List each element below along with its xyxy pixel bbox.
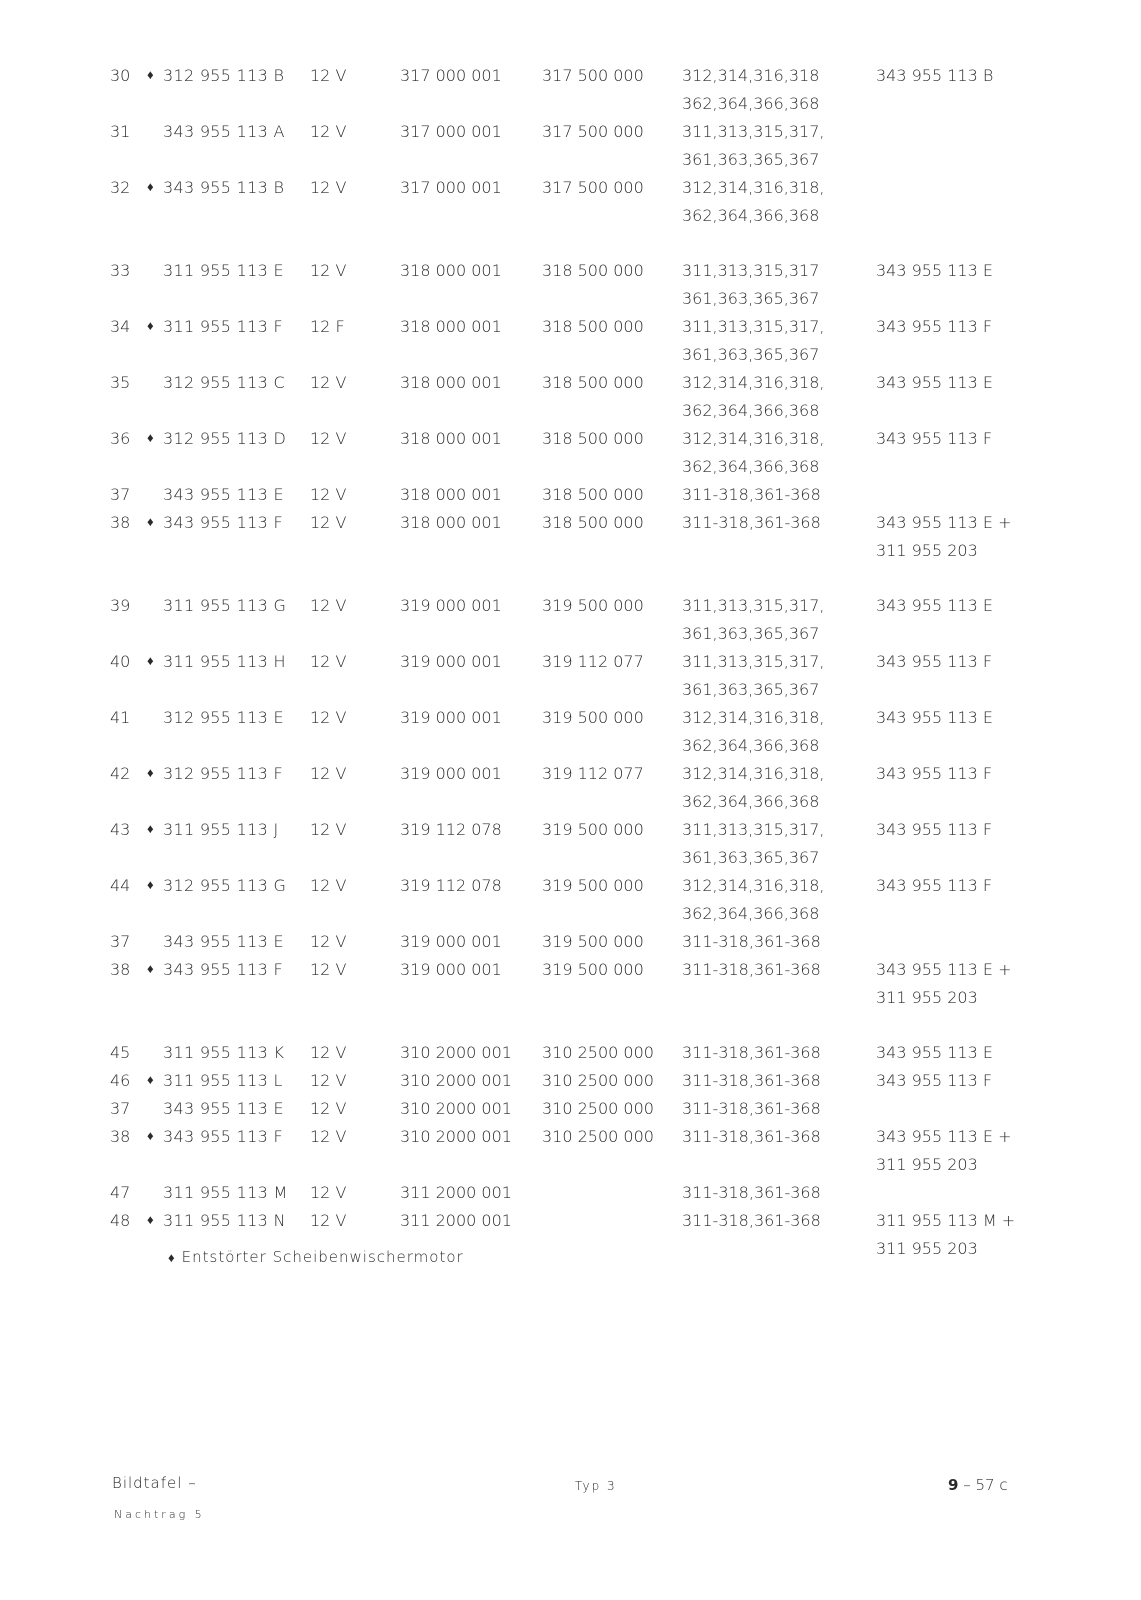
- model-types: 311,313,315,317,: [682, 596, 825, 615]
- model-types: 312,314,316,318,: [682, 178, 825, 197]
- table-row-continuation: [110, 732, 1040, 760]
- part-number: 343 955 113 B: [163, 178, 285, 197]
- part-number: 312 955 113 C: [163, 373, 285, 392]
- chassis-from: 318 000 001: [400, 261, 502, 280]
- position-number: 34: [110, 317, 131, 336]
- table-row: [110, 1207, 1040, 1235]
- part-number: 311 955 113 H: [163, 652, 286, 671]
- model-types: 311-318,361-368: [682, 932, 821, 951]
- position-number: 36: [110, 429, 131, 448]
- position-number: 47: [110, 1183, 131, 1202]
- position-number: 46: [110, 1071, 131, 1090]
- model-types: 361,363,365,367: [682, 150, 820, 169]
- part-number: 311 955 113 K: [163, 1043, 285, 1062]
- part-number: 343 955 113 F: [163, 513, 283, 532]
- table-row: [110, 928, 1040, 956]
- table-row: [110, 369, 1040, 397]
- voltage: 12 V: [310, 178, 347, 197]
- table-row: [110, 592, 1040, 620]
- model-types: 312,314,316,318,: [682, 764, 825, 783]
- model-types: 311,313,315,317,: [682, 122, 825, 141]
- table-row: [110, 1039, 1040, 1067]
- model-types: 311-318,361-368: [682, 1183, 821, 1202]
- voltage: 12 V: [310, 652, 347, 671]
- position-number: 38: [110, 513, 131, 532]
- model-types: 311,313,315,317,: [682, 820, 825, 839]
- model-types: 311-318,361-368: [682, 513, 821, 532]
- replacement-part: 343 955 113 E: [876, 1043, 993, 1062]
- voltage: 12 V: [310, 932, 347, 951]
- chassis-to: 310 2500 000: [542, 1127, 654, 1146]
- diamond-icon: ♦: [147, 431, 154, 446]
- part-number: 312 955 113 F: [163, 764, 283, 783]
- table-row: [110, 816, 1040, 844]
- table-row-continuation: [110, 537, 1040, 565]
- voltage: 12 V: [310, 261, 347, 280]
- chassis-to: 317 500 000: [542, 122, 644, 141]
- voltage: 12 V: [310, 764, 347, 783]
- chassis-from: 310 2000 001: [400, 1127, 512, 1146]
- voltage: 12 V: [310, 1127, 347, 1146]
- table-row-continuation: [110, 788, 1040, 816]
- model-types: 362,364,366,368: [682, 792, 820, 811]
- table-row: [110, 872, 1040, 900]
- model-types: 312,314,316,318,: [682, 876, 825, 895]
- table-row-continuation: [110, 397, 1040, 425]
- model-types: 361,363,365,367: [682, 624, 820, 643]
- footer-plate-label: Bildtafel –: [112, 1474, 197, 1492]
- position-number: 32: [110, 178, 131, 197]
- table-row-continuation: [110, 202, 1040, 230]
- table-row: [110, 956, 1040, 984]
- replacement-part: 311 955 203: [876, 1239, 978, 1258]
- part-number: 311 955 113 L: [163, 1071, 283, 1090]
- model-types: 311-318,361-368: [682, 960, 821, 979]
- chassis-from: 318 000 001: [400, 373, 502, 392]
- model-types: 361,363,365,367: [682, 289, 820, 308]
- diamond-icon: ♦: [147, 766, 154, 781]
- part-number: 343 955 113 F: [163, 960, 283, 979]
- replacement-part: 343 955 113 E: [876, 596, 993, 615]
- replacement-part: 343 955 113 F: [876, 317, 993, 336]
- table-row: [110, 509, 1040, 537]
- position-number: 39: [110, 596, 131, 615]
- chassis-from: 318 000 001: [400, 317, 502, 336]
- footer-group-number: 9: [948, 1476, 959, 1494]
- voltage: 12 V: [310, 1183, 347, 1202]
- table-row: [110, 118, 1040, 146]
- chassis-from: 319 000 001: [400, 932, 502, 951]
- model-types: 362,364,366,368: [682, 904, 820, 923]
- voltage: 12 V: [310, 66, 347, 85]
- replacement-part: 343 955 113 E: [876, 261, 993, 280]
- footnote-text: Entstörter Scheibenwischermotor: [181, 1248, 464, 1266]
- part-number: 343 955 113 A: [163, 122, 285, 141]
- replacement-part: 343 955 113 E: [876, 708, 993, 727]
- chassis-from: 319 000 001: [400, 652, 502, 671]
- chassis-from: 317 000 001: [400, 178, 502, 197]
- table-row-continuation: [110, 620, 1040, 648]
- model-types: 311-318,361-368: [682, 485, 821, 504]
- chassis-from: 318 000 001: [400, 513, 502, 532]
- voltage: 12 F: [310, 317, 345, 336]
- diamond-icon: ♦: [147, 1073, 154, 1088]
- model-types: 361,363,365,367: [682, 345, 820, 364]
- position-number: 43: [110, 820, 131, 839]
- chassis-from: 318 000 001: [400, 429, 502, 448]
- voltage: 12 V: [310, 1043, 347, 1062]
- replacement-part: 343 955 113 F: [876, 429, 993, 448]
- replacement-part: 343 955 113 E: [876, 373, 993, 392]
- chassis-to: 319 500 000: [542, 708, 644, 727]
- table-row: [110, 174, 1040, 202]
- position-number: 42: [110, 764, 131, 783]
- chassis-from: 319 112 078: [400, 876, 502, 895]
- part-number: 311 955 113 N: [163, 1211, 286, 1230]
- chassis-to: 310 2500 000: [542, 1071, 654, 1090]
- table-row: [110, 760, 1040, 788]
- position-number: 48: [110, 1211, 131, 1230]
- position-number: 30: [110, 66, 131, 85]
- table-row: [110, 62, 1040, 90]
- diamond-icon: ♦: [147, 962, 154, 977]
- replacement-part: 343 955 113 E +: [876, 1127, 1012, 1146]
- chassis-from: 319 000 001: [400, 960, 502, 979]
- position-number: 37: [110, 932, 131, 951]
- position-number: 40: [110, 652, 131, 671]
- model-types: 312,314,316,318,: [682, 373, 825, 392]
- voltage: 12 V: [310, 960, 347, 979]
- table-row: [110, 648, 1040, 676]
- replacement-part: 343 955 113 F: [876, 764, 993, 783]
- chassis-to: 318 500 000: [542, 317, 644, 336]
- part-number: 312 955 113 B: [163, 66, 285, 85]
- model-types: 312,314,316,318,: [682, 429, 825, 448]
- chassis-from: 318 000 001: [400, 485, 502, 504]
- model-types: 361,363,365,367: [682, 848, 820, 867]
- part-number: 311 955 113 M: [163, 1183, 288, 1202]
- part-number: 343 955 113 F: [163, 1127, 283, 1146]
- chassis-from: 319 000 001: [400, 708, 502, 727]
- chassis-to: 319 500 000: [542, 932, 644, 951]
- table-row: [110, 313, 1040, 341]
- position-number: 44: [110, 876, 131, 895]
- model-types: 312,314,316,318: [682, 66, 820, 85]
- chassis-to: 310 2500 000: [542, 1099, 654, 1118]
- voltage: 12 V: [310, 373, 347, 392]
- part-number: 312 955 113 E: [163, 708, 284, 727]
- diamond-icon: ♦: [147, 515, 154, 530]
- voltage: 12 V: [310, 876, 347, 895]
- chassis-to: 319 500 000: [542, 960, 644, 979]
- chassis-from: 311 2000 001: [400, 1183, 512, 1202]
- table-row: [110, 1095, 1040, 1123]
- model-types: 311,313,315,317: [682, 261, 820, 280]
- position-number: 31: [110, 122, 131, 141]
- footer-type: Typ 3: [575, 1479, 617, 1493]
- chassis-to: 318 500 000: [542, 485, 644, 504]
- diamond-icon: ♦: [147, 1129, 154, 1144]
- table-row: [110, 704, 1040, 732]
- part-number: 311 955 113 G: [163, 596, 287, 615]
- part-number: 311 955 113 E: [163, 261, 284, 280]
- position-number: 33: [110, 261, 131, 280]
- replacement-part: 343 955 113 F: [876, 652, 993, 671]
- table-row: [110, 257, 1040, 285]
- replacement-part: 343 955 113 F: [876, 876, 993, 895]
- voltage: 12 V: [310, 708, 347, 727]
- part-number: 311 955 113 J: [163, 820, 279, 839]
- position-number: 37: [110, 1099, 131, 1118]
- part-number: 343 955 113 E: [163, 1099, 284, 1118]
- table-row: [110, 1179, 1040, 1207]
- chassis-from: 319 112 078: [400, 820, 502, 839]
- replacement-part: 343 955 113 F: [876, 1071, 993, 1090]
- chassis-to: 318 500 000: [542, 373, 644, 392]
- chassis-from: 310 2000 001: [400, 1071, 512, 1090]
- table-row-continuation: [110, 90, 1040, 118]
- part-number: 312 955 113 D: [163, 429, 287, 448]
- voltage: 12 V: [310, 596, 347, 615]
- footer-page-number: [948, 1476, 1008, 1494]
- position-number: 38: [110, 960, 131, 979]
- part-number: 311 955 113 F: [163, 317, 283, 336]
- group-gap: [110, 565, 1040, 592]
- chassis-to: 317 500 000: [542, 66, 644, 85]
- chassis-to: 317 500 000: [542, 178, 644, 197]
- replacement-part: 311 955 203: [876, 541, 978, 560]
- table-row-continuation: [110, 900, 1040, 928]
- table-row-continuation: [110, 844, 1040, 872]
- voltage: 12 V: [310, 1099, 347, 1118]
- model-types: 311-318,361-368: [682, 1071, 821, 1090]
- footnote: [168, 1248, 464, 1266]
- model-types: 362,364,366,368: [682, 94, 820, 113]
- chassis-from: 310 2000 001: [400, 1099, 512, 1118]
- table-row-continuation: [110, 341, 1040, 369]
- voltage: 12 V: [310, 820, 347, 839]
- model-types: 311,313,315,317,: [682, 317, 825, 336]
- model-types: 361,363,365,367: [682, 680, 820, 699]
- table-row-continuation: [110, 1151, 1040, 1179]
- part-number: 312 955 113 G: [163, 876, 287, 895]
- voltage: 12 V: [310, 429, 347, 448]
- chassis-to: 318 500 000: [542, 261, 644, 280]
- model-types: 362,364,366,368: [682, 736, 820, 755]
- replacement-part: 311 955 203: [876, 988, 978, 1007]
- chassis-from: 317 000 001: [400, 66, 502, 85]
- chassis-to: 319 112 077: [542, 764, 644, 783]
- diamond-icon: ♦: [147, 878, 154, 893]
- table-row: [110, 425, 1040, 453]
- group-gap: [110, 230, 1040, 257]
- footer-supplement: Nachtrag 5: [114, 1508, 205, 1521]
- voltage: 12 V: [310, 513, 347, 532]
- replacement-part: 343 955 113 B: [876, 66, 994, 85]
- model-types: 311,313,315,317,: [682, 652, 825, 671]
- model-types: 311-318,361-368: [682, 1211, 821, 1230]
- diamond-icon: ♦: [147, 654, 154, 669]
- table-row: [110, 1123, 1040, 1151]
- chassis-to: 319 500 000: [542, 820, 644, 839]
- voltage: 12 V: [310, 485, 347, 504]
- chassis-to: 319 500 000: [542, 596, 644, 615]
- model-types: 311-318,361-368: [682, 1127, 821, 1146]
- model-types: 311-318,361-368: [682, 1099, 821, 1118]
- model-types: 362,364,366,368: [682, 457, 820, 476]
- replacement-part: 343 955 113 F: [876, 820, 993, 839]
- table-row: [110, 1067, 1040, 1095]
- chassis-from: 319 000 001: [400, 596, 502, 615]
- chassis-from: 311 2000 001: [400, 1211, 512, 1230]
- footer-page-suffix: – 57 c: [963, 1476, 1008, 1494]
- diamond-icon: ♦: [147, 180, 154, 195]
- chassis-to: 310 2500 000: [542, 1043, 654, 1062]
- table-row-continuation: [110, 676, 1040, 704]
- diamond-icon: ♦: [168, 1251, 176, 1266]
- position-number: 41: [110, 708, 131, 727]
- table-row-continuation: [110, 285, 1040, 313]
- voltage: 12 V: [310, 122, 347, 141]
- table-row-continuation: [110, 146, 1040, 174]
- position-number: 35: [110, 373, 131, 392]
- chassis-to: 319 500 000: [542, 876, 644, 895]
- chassis-to: 318 500 000: [542, 513, 644, 532]
- diamond-icon: ♦: [147, 1213, 154, 1228]
- chassis-from: 317 000 001: [400, 122, 502, 141]
- model-types: 362,364,366,368: [682, 206, 820, 225]
- chassis-from: 310 2000 001: [400, 1043, 512, 1062]
- chassis-from: 319 000 001: [400, 764, 502, 783]
- diamond-icon: ♦: [147, 319, 154, 334]
- table-row-continuation: [110, 984, 1040, 1012]
- replacement-part: 311 955 203: [876, 1155, 978, 1174]
- replacement-part: 311 955 113 M +: [876, 1211, 1016, 1230]
- group-gap: [110, 1012, 1040, 1039]
- table-row: [110, 481, 1040, 509]
- voltage: 12 V: [310, 1071, 347, 1090]
- model-types: 312,314,316,318,: [682, 708, 825, 727]
- chassis-to: 318 500 000: [542, 429, 644, 448]
- diamond-icon: ♦: [147, 822, 154, 837]
- diamond-icon: ♦: [147, 68, 154, 83]
- replacement-part: 343 955 113 E +: [876, 960, 1012, 979]
- model-types: 362,364,366,368: [682, 401, 820, 420]
- replacement-part: 343 955 113 E +: [876, 513, 1012, 532]
- part-number: 343 955 113 E: [163, 932, 284, 951]
- part-number: 343 955 113 E: [163, 485, 284, 504]
- position-number: 45: [110, 1043, 131, 1062]
- position-number: 37: [110, 485, 131, 504]
- table-row-continuation: [110, 453, 1040, 481]
- chassis-to: 319 112 077: [542, 652, 644, 671]
- position-number: 38: [110, 1127, 131, 1146]
- parts-table: [110, 62, 1040, 1263]
- model-types: 311-318,361-368: [682, 1043, 821, 1062]
- voltage: 12 V: [310, 1211, 347, 1230]
